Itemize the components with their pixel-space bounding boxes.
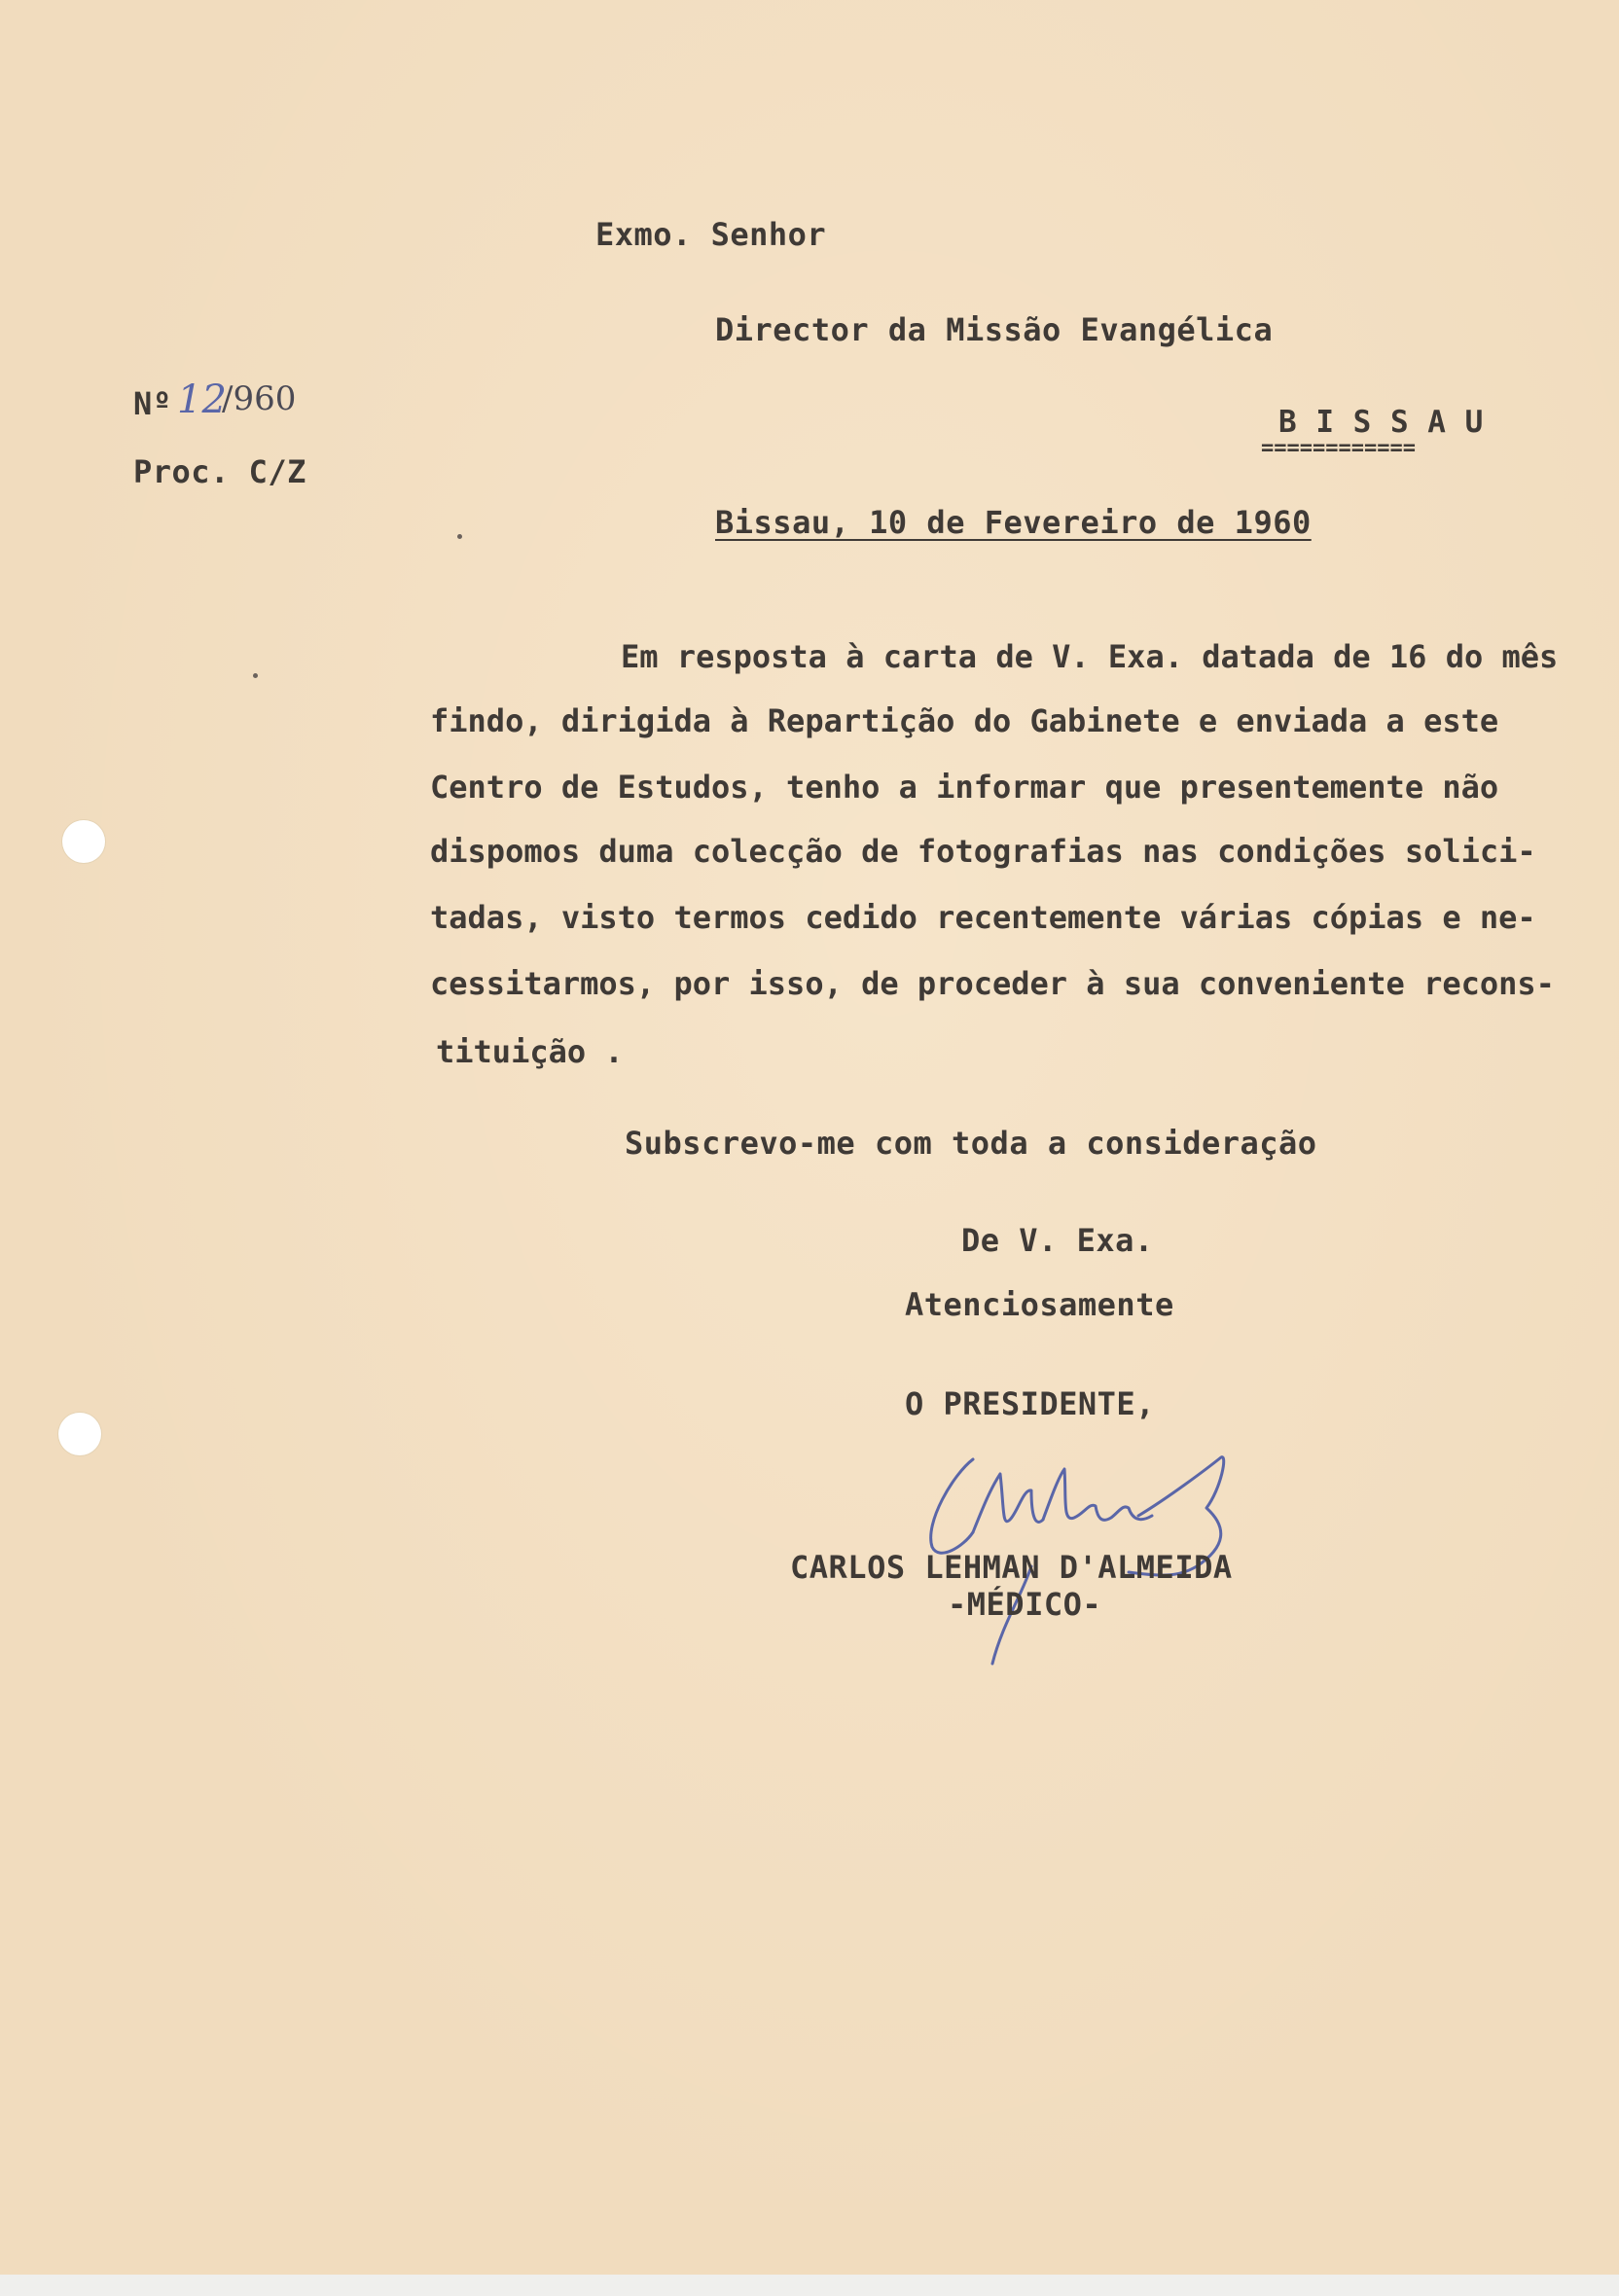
body-line-1: Em resposta à carta de V. Exa. datada de 16 do mês xyxy=(621,638,1559,675)
signatory-profession: -MÉDICO- xyxy=(948,1586,1102,1623)
reference-number-prefix: Nº xyxy=(133,385,172,422)
process-reference: Proc. C/Z xyxy=(133,453,306,490)
body-line-4: dispomos duma colecção de fotografias nas condições solici- xyxy=(430,833,1536,870)
salutation: Exmo. Senhor xyxy=(595,216,827,253)
closing-atenciosamente: Atenciosamente xyxy=(905,1286,1174,1323)
addressee-city-rule: ============ xyxy=(1261,436,1416,460)
body-line-3: Centro de Estudos, tenho a informar que presentemente não xyxy=(430,769,1499,806)
closing-de-v-exa: De V. Exa. xyxy=(961,1222,1154,1259)
punch-hole-top xyxy=(62,820,105,863)
reference-number-handwritten: 12 xyxy=(177,377,227,422)
addressee-city: B I S S A U xyxy=(1278,405,1484,440)
scan-bottom-margin xyxy=(0,2275,1619,2296)
reference-number-year: /960 xyxy=(222,379,297,418)
paper-speck xyxy=(253,673,258,678)
body-line-7: tituição . xyxy=(436,1033,624,1070)
body-line-6: cessitarmos, por isso, de proceder à sua conveniente recons- xyxy=(430,965,1555,1002)
body-line-5: tadas, visto termos cedido recentemente várias cópias e ne- xyxy=(430,899,1536,936)
signatory-role: O PRESIDENTE, xyxy=(905,1385,1155,1422)
punch-hole-bottom xyxy=(58,1413,101,1455)
paper-speck xyxy=(457,534,462,539)
closing-formula: Subscrevo-me com toda a consideração xyxy=(625,1125,1317,1162)
dateline: Bissau, 10 de Fevereiro de 1960 xyxy=(715,504,1312,541)
addressee-title: Director da Missão Evangélica xyxy=(715,311,1274,348)
body-line-2: findo, dirigida à Repartição do Gabinete e enviada a este xyxy=(430,702,1499,739)
signatory-name: CARLOS LEHMAN D'ALMEIDA xyxy=(790,1549,1233,1586)
